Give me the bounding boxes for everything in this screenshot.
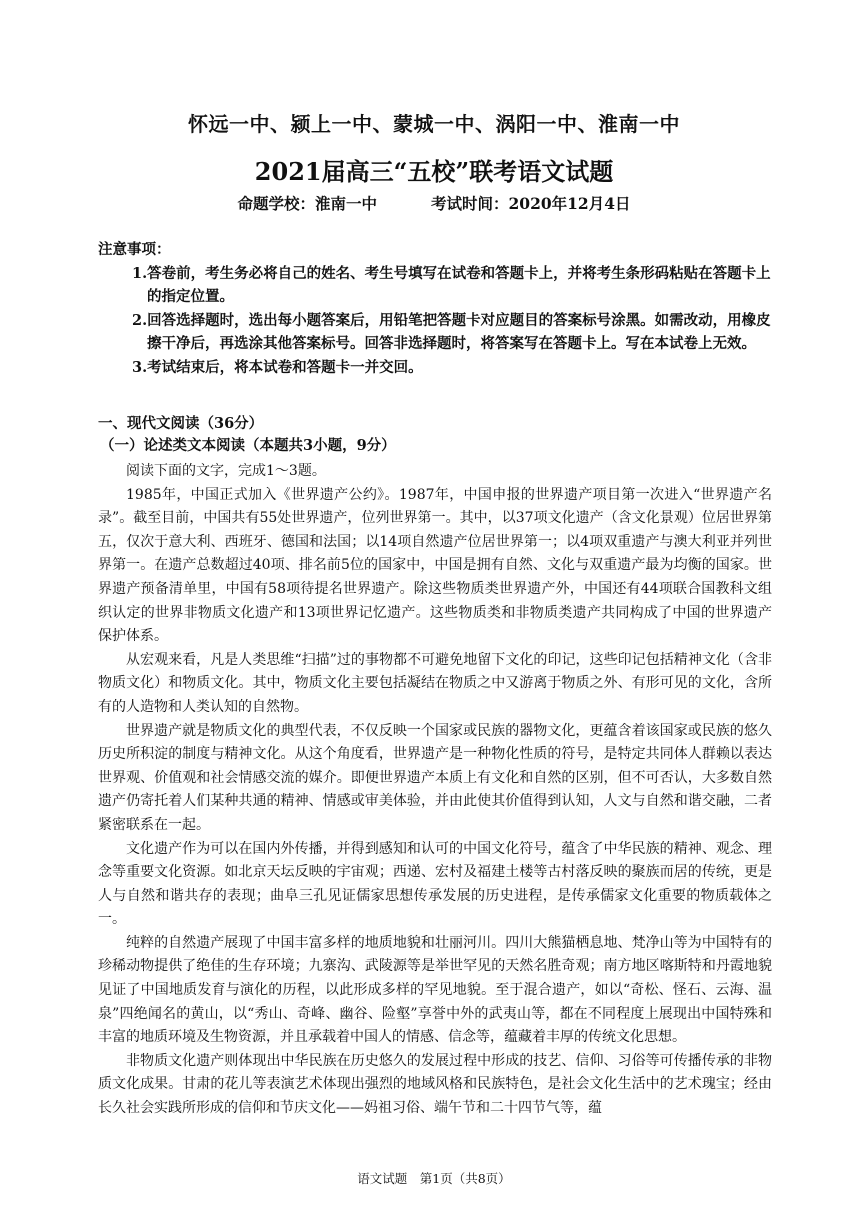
notice-item: 3.考试结束后，将本试卷和答题卡一并交回。: [132, 358, 423, 376]
exam-time: 考试时间：2020年12月4日: [431, 194, 631, 213]
section-header: [98, 413, 778, 457]
notice-item: 1.答卷前，考生务必将自己的姓名、考生号填写在试卷和答题卡上，并将考生条形码粘贴在答题卡上的指定位置。: [132, 264, 771, 305]
section-subtitle: （一）论述类文本阅读（本题共3小题，9分）: [100, 437, 396, 454]
passage-paragraph: 文化遗产作为可以在国内外传播，并得到感知和认可的中国文化符号，蕴含了中华民族的精神、观念、理念等重要文化资源。如北京天坛反映的宇宙观；西递、宏村及福建土楼等古村落反映的聚族而居的传统，更是人与自然和谐共存的表现；曲阜三孔见证儒家思想传承发展的历史进程，是传承儒家文化重要的物质载体之一。: [98, 840, 772, 928]
passage-paragraph: 从宏观来看，凡是人类思维“扫描”过的事物都不可避免地留下文化的印记，这些印记包括精神文化（含非物质文化）和物质文化。其中，物质文化主要包括凝结在物质之中又游离于物质之外、有形可见的文化，含所有的人造物和人类认知的自然物。: [98, 651, 772, 715]
school-list: 怀远一中、颍上一中、蒙城一中、涡阳一中、淮南一中: [188, 112, 680, 136]
notice-item: 2.回答选择题时，选出每小题答案后，用铅笔把答题卡对应题目的答案标号涂黑。如需改动，用橡皮擦干净后，再选涂其他答案标号。回答非选择题时，将答案写在答题卡上。写在本试卷上无效。: [132, 311, 771, 352]
passage-paragraph: 阅读下面的文字，完成1～3题。: [126, 463, 326, 479]
notice-heading: 注意事项：: [98, 241, 171, 258]
passage-paragraph: 纯粹的自然遗产展现了中国丰富多样的地质地貌和壮丽河川。四川大熊猫栖息地、梵净山等为中国特有的珍稀动物提供了绝佳的生存环境；九寨沟、武陵源等是举世罕见的天然名胜奇观；南方地区喀斯特和丹霞地貌见证了中国地质发育与演化的历程，以此形成多样的罕见地貌。至于混合遗产，如以“奇松、怪石、云海、温泉”四绝闻名的黄山，以“秀山、奇峰、幽谷、险壑”享誉中外的武夷山等，都在不同程度上展现出中国特殊和丰富的地质环境及生物资源，并且承载着中国人的情感、信念等，蕴藏着丰厚的传统文化思想。: [98, 934, 772, 1046]
exam-meta: [0, 192, 868, 214]
passage-paragraph: 世界遗产就是物质文化的典型代表，不仅反映一个国家或民族的器物文化，更蕴含着该国家或民族的悠久历史所积淀的制度与精神文化。从这个角度看，世界遗产是一种物化性质的符号，是特定共同体人群赖以表达世界观、价值观和社会情感交流的媒介。即便世界遗产本质上有文化和自然的区别，但不可否认，大多数自然遗产仍寄托着人们某种共通的精神、情感或审美体验，并由此使其价值得到认知，人文与自然和谐交融，二者紧密联系在一起。: [98, 722, 772, 833]
notice-block: [98, 238, 778, 379]
page-footer: 语文试题 第1页（共8页）: [357, 1171, 511, 1186]
setter-school: 命题学校：淮南一中: [237, 194, 377, 213]
passage-paragraph: 1985年，中国正式加入《世界遗产公约》。1987年，中国申报的世界遗产项目第一次进入“世界遗产名录”。截至目前，中国共有55处世界遗产，位列世界第一。其中，以37项文化遗产（含文化景观）位居世界第五，仅次于意大利、西班牙、德国和法国；以14项自然遗产位居世界第一；以4项双重遗产与澳大利亚并列世界第一。在遗产总数超过40项、排名前5位的国家中，中国是拥有自然、文化与双重遗产最为均衡的国家。世界遗产预备清单里，中国有58项待提名世界遗产。除这些物质类世界遗产外，中国还有44项联合国教科文组织认定的世界非物质文化遗产和13项世界记忆遗产。这些物质类和非物质类遗产共同构成了中国的世界遗产保护体系。: [98, 486, 772, 645]
passage-paragraph: 非物质文化遗产则体现出中华民族在历史悠久的发展过程中形成的技艺、信仰、习俗等可传播传承的非物质文化成果。甘肃的花儿等表演艺术体现出强烈的地域风格和民族特色，是社会文化生活中的艺术瑰宝；经由长久社会实践所形成的信仰和节庆文化——妈祖习俗、端午节和二十四节气等，蕴: [98, 1052, 772, 1117]
section-title: 一、现代文阅读（36分）: [98, 415, 264, 432]
notice-list: [98, 262, 778, 380]
reading-passage: [98, 460, 772, 1121]
exam-title: 2021届高三“五校”联考语文试题: [254, 157, 614, 186]
